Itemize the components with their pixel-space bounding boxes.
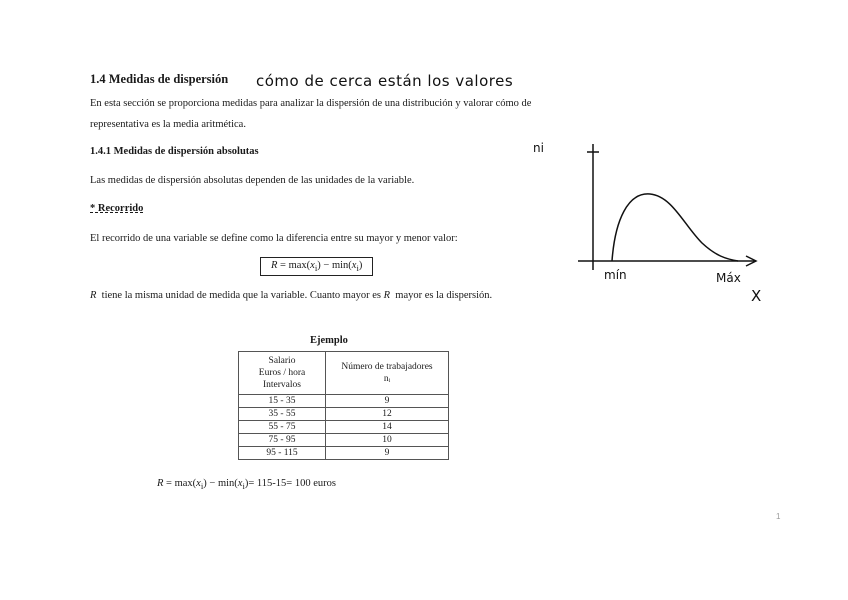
table-row — [239, 408, 449, 421]
sketch-curve — [612, 194, 738, 261]
header-trabajadores-line1: Número de trabajadores — [341, 362, 433, 372]
table-row — [239, 395, 449, 408]
cell-n: 10 — [326, 434, 449, 447]
formula-eq: = max( — [277, 260, 311, 271]
header-salario-line1: Salario — [268, 356, 296, 366]
result-r: R — [157, 478, 164, 489]
subsection-description: Las medidas de dispersión absolutas dependen de las unidades de la variable. — [90, 175, 415, 186]
result-i1: i — [200, 481, 204, 492]
result-x1: x — [196, 478, 201, 489]
intro-line-2: representativa es la media aritmética. — [90, 119, 246, 130]
cell-n: 14 — [326, 421, 449, 434]
formula-r: R — [271, 260, 278, 271]
example-title: Ejemplo — [310, 335, 348, 346]
result-eq: = max( — [163, 478, 197, 489]
range-formula — [260, 257, 373, 276]
cell-n: 9 — [326, 395, 449, 408]
formula-mid: ) − min( — [317, 260, 352, 271]
distribution-sketch — [560, 130, 780, 310]
example-table-wrap — [238, 351, 449, 460]
formula-i2: i — [356, 263, 359, 274]
recorrido-heading: * Recorrido — [90, 203, 144, 214]
sketch-y-label: ni — [533, 141, 544, 155]
sketch-x-label: X — [751, 287, 762, 305]
unit-note-a: tiene la misma unidad de medida que la variable. Cuanto mayor es — [101, 290, 381, 301]
cell-interval: 35 - 55 — [239, 408, 326, 421]
formula-x2: x — [351, 260, 357, 271]
formula-i1: i — [314, 263, 318, 274]
result-tail: )= 115-15= 100 euros — [244, 478, 336, 489]
cell-interval: 15 - 35 — [239, 395, 326, 408]
formula-end: ) — [358, 260, 363, 271]
header-salario-line2: Euros / hora — [258, 368, 306, 378]
table-row — [239, 421, 449, 434]
page-number: 1 — [776, 512, 781, 521]
cell-n: 12 — [326, 408, 449, 421]
result-x2: x — [237, 478, 243, 489]
result-i2: i — [242, 481, 245, 492]
unit-note-b: mayor es la dispersión. — [395, 290, 493, 301]
header-trabajadores — [326, 352, 449, 395]
intro-line-1: En esta sección se proporciona medidas para analizar la dispersión de una distribución y valorar cómo de — [90, 98, 532, 109]
handwritten-note: cómo de cerca están los valores — [256, 72, 514, 90]
sketch-max-label: Máx — [716, 271, 741, 285]
unit-note — [90, 290, 492, 301]
cell-n: 9 — [326, 447, 449, 460]
header-salario — [239, 352, 326, 395]
subsection-title: 1.4.1 Medidas de dispersión absolutas — [90, 146, 259, 157]
table-row — [239, 447, 449, 460]
cell-interval: 75 - 95 — [239, 434, 326, 447]
result-mid: ) − min( — [203, 478, 238, 489]
unit-note-r2: R — [383, 290, 391, 301]
example-table — [238, 351, 449, 460]
cell-interval: 55 - 75 — [239, 421, 326, 434]
cell-interval: 95 - 115 — [239, 447, 326, 460]
table-header-row — [239, 352, 449, 395]
formula-x1: x — [310, 260, 315, 271]
unit-note-r1: R — [90, 290, 97, 301]
example-result — [157, 478, 336, 491]
header-salario-line3: Intervalos — [263, 380, 301, 390]
sketch-min-label: mín — [604, 268, 627, 282]
table-row — [239, 434, 449, 447]
header-trabajadores-line2: nᵢ — [383, 374, 391, 384]
section-title: 1.4 Medidas de dispersión — [90, 72, 229, 86]
recorrido-definition: El recorrido de una variable se define como la diferencia entre su mayor y menor valor: — [90, 233, 458, 244]
